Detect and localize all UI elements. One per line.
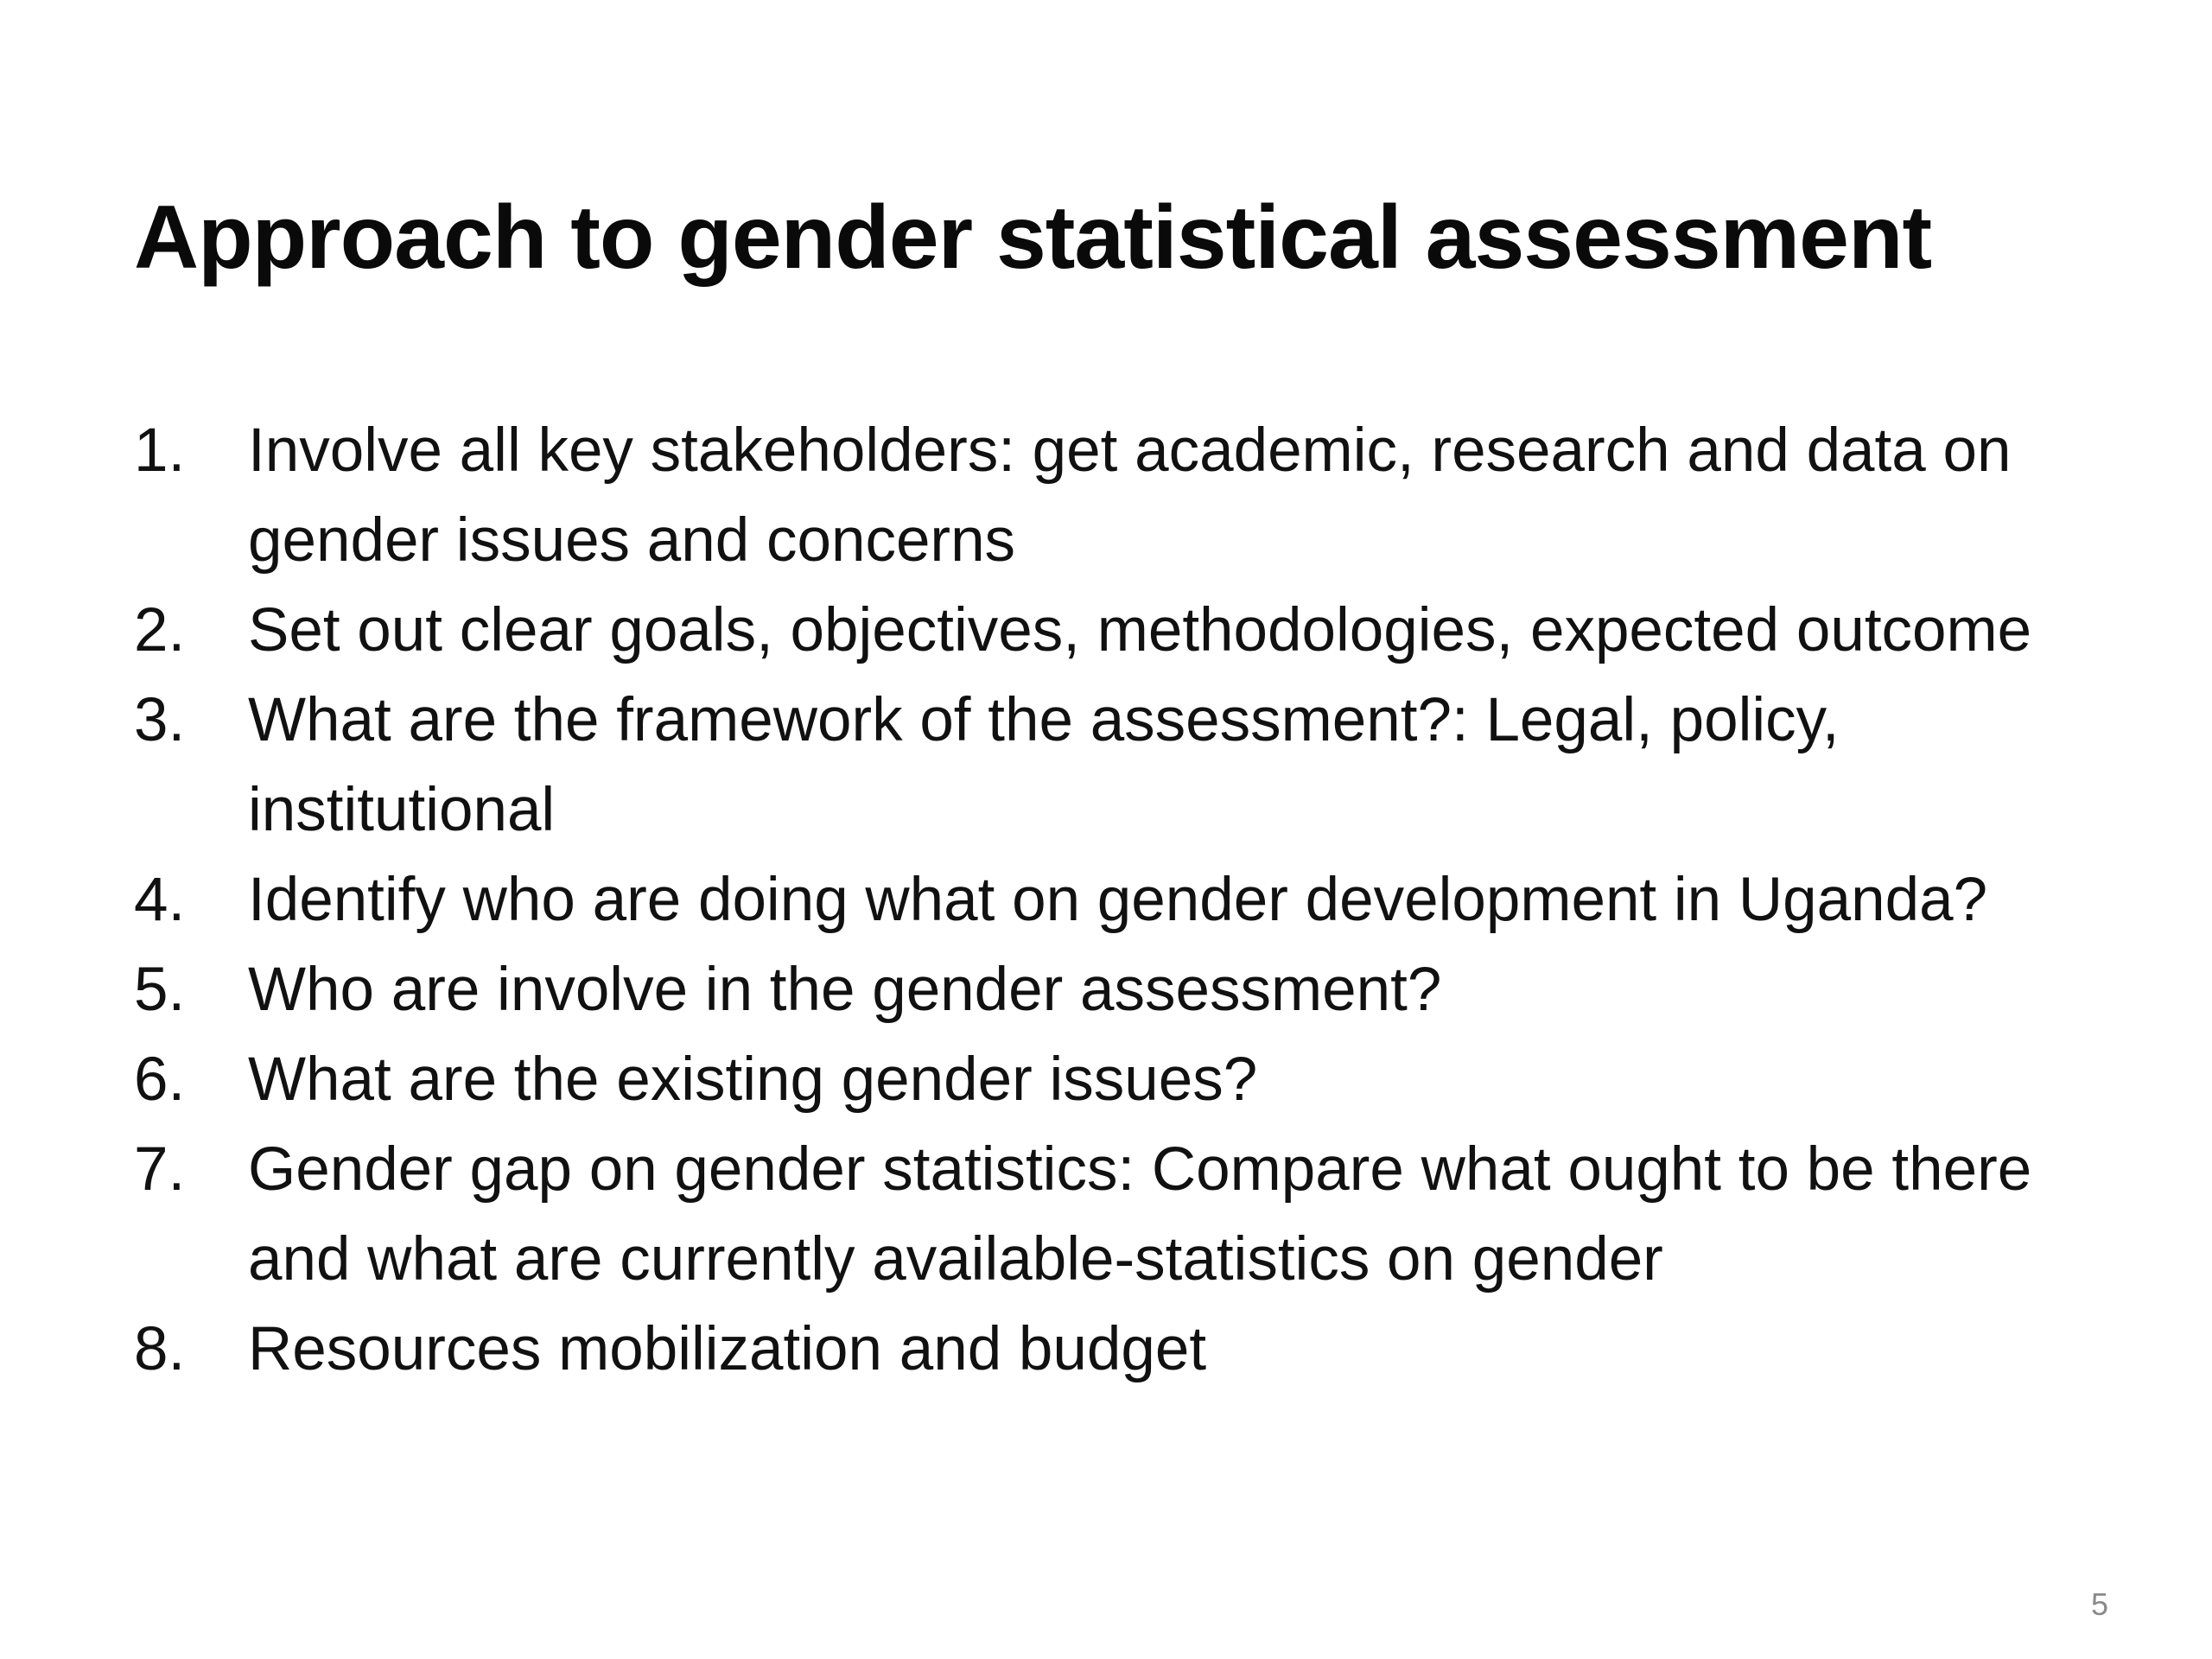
list-item	[134, 586, 2121, 676]
list-item-text: Involve all key stakeholders: get academic, research and data on gender issues and concerns	[248, 416, 2012, 575]
list-item-text: Resources mobilization and budget	[248, 1315, 1207, 1383]
slide-title: Approach to gender statistical assessment	[134, 188, 1932, 288]
list-item	[134, 1035, 2121, 1125]
list-item-text: What are the existing gender issues?	[248, 1046, 1258, 1114]
list-item	[134, 1125, 2121, 1305]
list-item-number: 8.	[134, 1315, 186, 1383]
list-item-text: Who are involve in the gender assessment?	[248, 956, 1442, 1024]
list-item	[134, 945, 2121, 1035]
list-item-number: 2.	[134, 596, 186, 664]
list-item-text: Identify who are doing what on gender development in Uganda?	[248, 866, 1988, 934]
list-item-number: 4.	[134, 866, 186, 934]
list-item-number: 5.	[134, 956, 186, 1024]
list-item-text: Set out clear goals, objectives, methodologies, expected outcome	[248, 596, 2032, 664]
list-item	[134, 676, 2121, 855]
list-item	[134, 855, 2121, 945]
list-item-number: 7.	[134, 1135, 186, 1204]
list-item-number: 3.	[134, 686, 186, 754]
page-number: 5	[2090, 1586, 2108, 1622]
list-item	[134, 406, 2121, 586]
list-item-number: 6.	[134, 1046, 186, 1114]
list-item-number: 1.	[134, 416, 186, 485]
list-item	[134, 1305, 2121, 1395]
numbered-list	[134, 406, 2121, 1395]
list-item-text: Gender gap on gender statistics: Compare what ought to be there and what are currently available-statistics on gender	[248, 1135, 2032, 1294]
list-item-text: What are the framework of the assessment?: Legal, policy, institutional	[248, 686, 1840, 844]
